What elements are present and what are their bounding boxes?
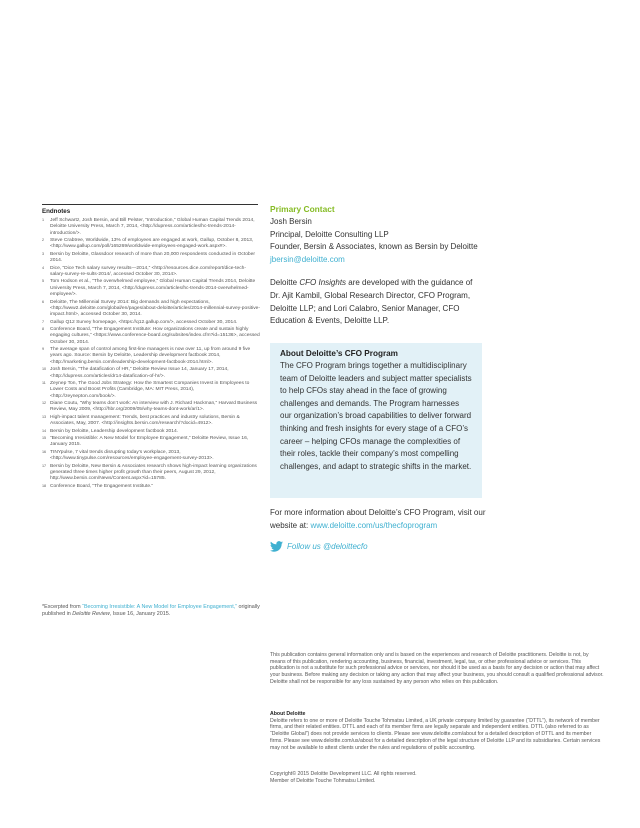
- contact-title-1: Principal, Deloitte Consulting LLP: [270, 229, 389, 239]
- contact-name: Josh Bersin: [270, 217, 312, 226]
- guidance-pre: Deloitte: [270, 278, 300, 288]
- copyright-section: [270, 771, 604, 784]
- endnote-number: 13: [42, 414, 47, 419]
- primary-contact-heading: Primary Contact: [270, 204, 335, 214]
- endnote-item: [42, 327, 260, 346]
- endnote-number: 11: [42, 381, 46, 385]
- endnote-number: 17: [42, 463, 47, 468]
- divider: [42, 204, 258, 205]
- endnote-item: [42, 450, 260, 463]
- excerpt-note: [42, 604, 262, 618]
- endnote-item: [42, 484, 260, 490]
- endnote-text: Jeff Schwartz, Josh Bersin, and Bill Pelster, “Introduction,” Global Human Capital Trends 2014, Deloitte University Press, March 7, 2014, <http://dupress.com/articles/hc-trends-2014-introduction/>.: [50, 218, 255, 236]
- endnote-text: “Becoming Irresistible: A New Model for Employee Engagement,” Deloitte Review, Issue 16, January 2015.: [50, 436, 249, 448]
- endnote-number: 3: [42, 251, 45, 256]
- endnote-number: 18: [42, 483, 47, 488]
- endnote-text: The average span of control among first-line managers is now over 11, up from around 9 five years ago. Source: Bersin by Deloitte, Leadership development factbook 2014, <http://marketing.bersin.com/leadership-development-factbook-2014.html>.: [50, 347, 251, 365]
- endnote-item: [42, 464, 260, 483]
- about-cfo-program-body: The CFO Program brings together a multidisciplinary team of Deloitte leaders and subject matter specialists to help CFOs stay ahead in the face of growing challenges and demands. The Program harnesses our organization’s broad capabilities to deliver forward thinking and fresh insights for every stage of a CFO’s career – helping CFOs manage the complexities of their roles, tackle their company’s most compelling challenges, and adapt to strategic shifts in the market.: [280, 361, 472, 471]
- endnote-text: Steve Crabtree, Worldwide, 13% of employees are engaged at work, Gallup, October 8, 2013, <http://www.gallup.com/poll/165269/worldwide-employees-engaged-work.aspx#>.: [50, 238, 254, 250]
- excerpt-link[interactable]: “Becoming Irresistible: A New Model for Employee Engagement,”: [82, 604, 238, 610]
- endnote-text: Deloitte, The Millennial Survey 2014: Big demands and high expectations, <http://www2.deloitte.com/global/en/pages/about-deloitte/articles/2014-millennial-survey-positive-impact.html>, accessed October 30, 2014.: [50, 299, 260, 318]
- endnote-item: [42, 238, 260, 251]
- endnote-number: 2: [42, 238, 45, 243]
- about-cfo-program-heading: About Deloitte’s CFO Program: [280, 349, 398, 358]
- endnote-text: Diane Coutu, “Why teams don’t work: An interview with J. Richard Hackman,” Harvard Business Review, May 2009, <http://hbr.org/2009/05/why-teams-dont-work/ar/1>.: [50, 401, 258, 413]
- endnote-item: [42, 436, 260, 449]
- endnote-text: High-impact talent management: Trends, best practices and industry solutions, Bersin & Associates, May, 2007. <http://insights.bersin.com/research/?docid=4912>.: [50, 414, 240, 427]
- endnote-number: 5: [42, 279, 45, 284]
- about-cfo-program-box: [270, 343, 482, 498]
- about-deloitte-body: Deloitte refers to one or more of Deloitte Touche Tohmatsu Limited, a UK private company limited by guarantee (“DTTL”), its network of member firms, and their related entities. DTTL and each of its member firms are legally separate and independent entities. DTTL (also referred to as “Deloitte Global”) does not provide services to clients. Please see www.deloitte.com/about for a detailed description of DTTL and its member firms. Please see www.deloitte.com/us/about for a detailed description of the legal structure of Deloitte LLP and its subsidiaries. Certain services may not be available to attest clients under the rules and regulations of public accounting.: [270, 717, 601, 751]
- endnote-item: [42, 320, 260, 326]
- endnote-text: Conference Board, “The Engagement Institute: How organizations create and sustain highly engaging cultures,” <https://www.conference-board.org/subsites/index.cfm?id=15136>, accessed October 30, 2014.: [50, 327, 260, 345]
- endnote-item: [42, 429, 260, 435]
- endnote-number: 9: [42, 347, 45, 352]
- contact-title-2: Founder, Bersin & Associates, known as Bersin by Deloitte: [270, 242, 478, 252]
- endnote-text: TINYpulse, 7 vital trends disrupting today’s workplace, 2013, <http://www.tinypulse.com/resources/employee-engagement-survey-2013>.: [50, 449, 214, 462]
- guidance-post: are developed with the guidance of Dr. Ajit Kambil, Global Research Director, CFO Program, Deloitte LLP; and Lori Calabro, Senior Manager, CFO Education & Events, Deloitte LLP.: [270, 278, 473, 326]
- endnote-number: 16: [42, 449, 47, 454]
- twitter-follow-link[interactable]: [270, 541, 368, 552]
- endnote-item: [42, 415, 260, 428]
- disclaimer: This publication contains general information only and is based on the experiences and research of Deloitte practitioners. Deloitte is not, by means of this publication, rendering accounting, business, financial, investment, legal, tax, or other professional advice or services. This publication is not a substitute for such professional advice or services, nor should it be used as a basis for any decision or action that may affect your business. Before making any decision or taking any action that may affect your business, you should consult a qualified professional advisor. Deloitte shall not be responsible for any loss sustained by any person who relies on this publication.: [270, 652, 604, 685]
- endnote-item: [42, 401, 260, 414]
- endnote-text: Tom Hodson et al., “The overwhelmed employee,” Global Human Capital Trends 2014, Deloitte University Press, March 7, 2014, <http://dupress.com/articles/hc-trends-2014-overwhelmed-employee/>.: [50, 279, 256, 298]
- endnote-text: Bersin by Deloitte, New Bersin & Associates research shows high-impact learning organizations generated three times higher profit growth than their peers, August 29, 2012, http://www.bersin.com/News/Content.aspx?id=15785.: [50, 463, 257, 482]
- endnote-number: 10: [42, 367, 47, 372]
- about-deloitte-section: [270, 711, 604, 751]
- endnote-item: [42, 300, 260, 319]
- endnote-number: 8: [42, 327, 45, 332]
- endnote-item: [42, 252, 260, 265]
- endnote-item: [42, 218, 260, 237]
- endnote-item: [42, 381, 260, 400]
- more-info-paragraph: [270, 507, 490, 532]
- endnote-number: 1: [42, 218, 45, 222]
- contact-email-link[interactable]: jbersin@deloitte.com: [270, 254, 345, 264]
- endnote-number: 6: [42, 299, 45, 304]
- endnote-text: Zeynep Ton, The Good Jobs Strategy: How the Smartest Companies Invest in Employees to Lower Costs and Boost Profits (Cambridge, MA: MIT Press, 2014), <http://zeynepton.com/book/>.: [50, 381, 250, 399]
- excerpt-suffix: , Issue 16, January 2015.: [109, 611, 171, 617]
- endnote-text: Bersin by Deloitte, Leadership development factbook 2014.: [50, 428, 179, 434]
- endnote-number: 4: [42, 265, 45, 270]
- excerpt-mid: originally published in: [42, 604, 260, 617]
- about-deloitte-heading: About Deloitte: [270, 711, 306, 717]
- excerpt-publication: Deloitte Review: [72, 611, 110, 617]
- endnote-item: [42, 367, 260, 380]
- endnote-number: 7: [42, 319, 45, 324]
- endnotes-title: Endnotes: [42, 208, 71, 215]
- endnotes-section: [42, 204, 260, 491]
- contact-section: [270, 204, 478, 328]
- member-line: Member of Deloitte Touche Tohmatsu Limited.: [270, 777, 376, 784]
- endnote-number: 14: [42, 428, 47, 433]
- website-link[interactable]: www.deloitte.com/us/thecfoprogram: [310, 520, 438, 530]
- endnote-text: Josh Bersin, “The datafication of HR,” Deloitte Review Issue 14, January 17, 2014, <http://dupress.com/articles/dr14-datafication-of-hr/>.: [50, 367, 229, 379]
- guidance-paragraph: [270, 277, 475, 327]
- endnote-item: [42, 347, 260, 366]
- endnote-text: Bersin by Deloitte, Glassdoor research of more than 20,000 respondents conducted in October 2014.: [50, 251, 255, 264]
- endnote-text: Dice, “Dice Tech salary survey results—2014,” <http://resources.dice.com/report/dice-tech-salary-survey-re-sults-2014/, accessed October 30, 2014>.: [50, 265, 247, 277]
- excerpt-prefix: *Excerpted from: [42, 604, 83, 610]
- endnote-item: [42, 266, 260, 279]
- endnotes-list: [42, 218, 260, 490]
- endnote-number: 12: [42, 401, 47, 406]
- endnote-text: Gallup Q12 Survey homepage, <https://q12.gallup.com/>, accessed October 30, 2014.: [50, 319, 238, 325]
- endnote-item: [42, 279, 260, 298]
- twitter-handle: Follow us @deloittecfo: [287, 542, 368, 551]
- more-info-text: For more information about Deloitte’s CFO Program, visit our website at:: [270, 508, 486, 530]
- guidance-publication: CFO Insights: [299, 278, 347, 288]
- copyright-line: Copyright© 2015 Deloitte Development LLC. All rights reserved.: [270, 771, 417, 777]
- endnote-text: Conference Board, “The Engagement Institute.”: [50, 483, 154, 489]
- twitter-bird-icon: [270, 541, 283, 552]
- endnote-number: 15: [42, 436, 47, 441]
